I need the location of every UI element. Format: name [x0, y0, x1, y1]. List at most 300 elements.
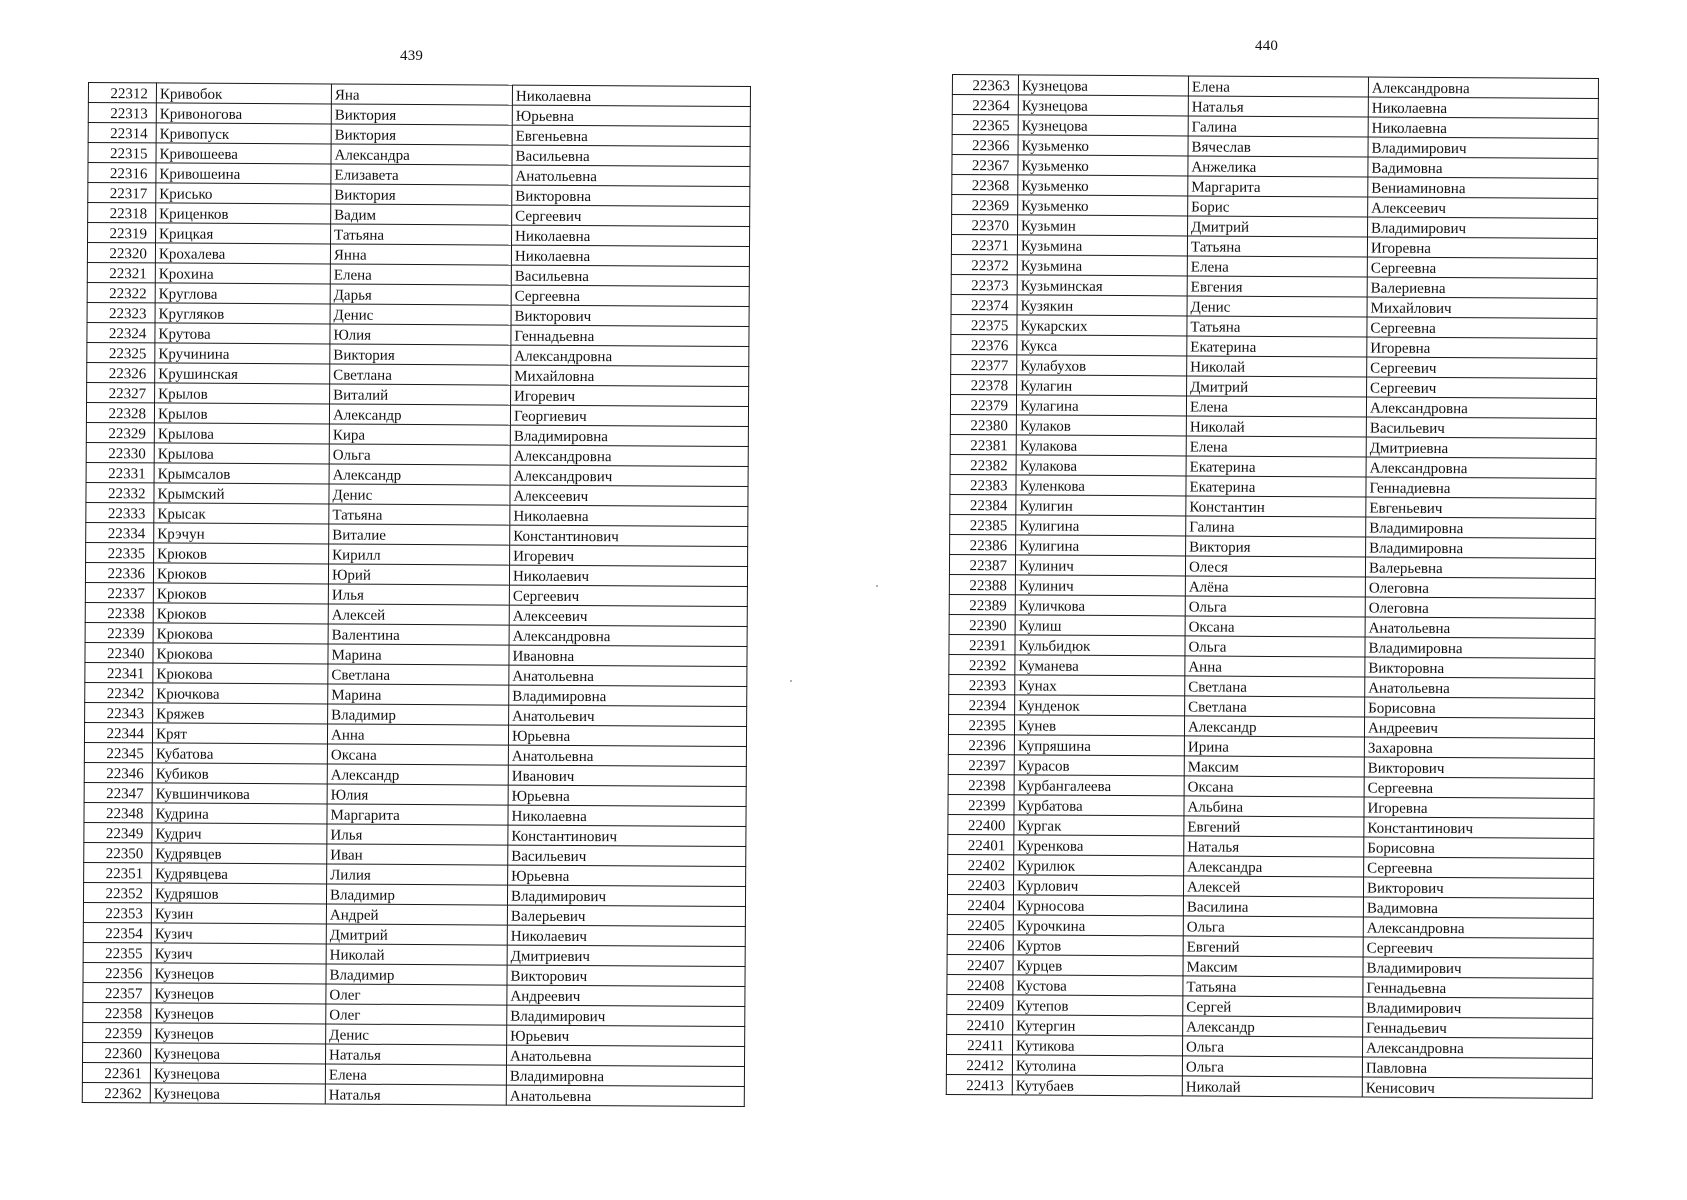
- record-number-cell: 22344: [84, 722, 152, 742]
- patronymic-cell: Борисовна: [1364, 837, 1594, 858]
- given-name-cell: Оксана: [1184, 776, 1364, 797]
- surname-cell: Кудрявцева: [152, 863, 327, 884]
- given-name-cell: Маргарита: [1188, 176, 1368, 197]
- patronymic-cell: Валерьевна: [1365, 557, 1595, 578]
- patronymic-cell: Анатольевна: [507, 1045, 745, 1066]
- surname-cell: Кузнецова: [1018, 75, 1188, 96]
- given-name-cell: Иван: [327, 844, 508, 865]
- scan-speck: [790, 680, 792, 682]
- surname-cell: Кузьменко: [1018, 135, 1188, 156]
- surname-cell: Кустова: [1013, 975, 1183, 996]
- surname-cell: Криценков: [156, 203, 331, 224]
- record-number-cell: 22334: [86, 522, 154, 542]
- record-number-cell: 22352: [83, 882, 151, 902]
- patronymic-cell: Викторович: [507, 965, 745, 986]
- surname-cell: Крюков: [153, 583, 328, 604]
- record-number-cell: 22406: [947, 934, 1013, 954]
- patronymic-cell: Сергеевич: [1367, 357, 1597, 378]
- surname-cell: Крюков: [153, 603, 328, 624]
- given-name-cell: Наталья: [1184, 836, 1364, 857]
- surname-cell: Крючкова: [153, 683, 328, 704]
- patronymic-cell: Сергеевич: [1363, 937, 1593, 958]
- table-row: [946, 1074, 1592, 1098]
- surname-cell: Круглова: [155, 283, 330, 304]
- patronymic-cell: Николаевич: [509, 565, 747, 586]
- given-name-cell: Илья: [328, 584, 509, 605]
- given-name-cell: Максим: [1184, 756, 1364, 777]
- patronymic-cell: Владимировна: [1366, 537, 1596, 558]
- record-number-cell: 22360: [83, 1042, 151, 1062]
- given-name-cell: Екатерина: [1186, 476, 1366, 497]
- patronymic-cell: Кенисович: [1362, 1077, 1592, 1098]
- given-name-cell: Галина: [1186, 516, 1366, 537]
- patronymic-cell: Алексеевич: [1368, 197, 1598, 218]
- given-name-cell: Виталие: [329, 524, 510, 545]
- given-name-cell: Екатерина: [1186, 456, 1366, 477]
- scan-speck: [876, 585, 878, 587]
- patronymic-cell: Владимирович: [507, 1005, 745, 1026]
- record-number-cell: 22347: [84, 782, 152, 802]
- surname-cell: Крохалева: [155, 243, 330, 264]
- patronymic-cell: Евгеньевич: [1366, 497, 1596, 518]
- given-name-cell: Елена: [1186, 396, 1366, 417]
- given-name-cell: Наталья: [325, 1084, 506, 1105]
- patronymic-cell: Сергеевна: [1367, 257, 1597, 278]
- record-number-cell: 22398: [948, 774, 1014, 794]
- surname-cell: Кузнецов: [151, 1003, 326, 1024]
- surname-cell: Курочкина: [1013, 915, 1183, 936]
- surname-cell: Кулигин: [1016, 495, 1186, 516]
- record-number-cell: 22336: [85, 562, 153, 582]
- given-name-cell: Олег: [326, 1004, 507, 1025]
- record-number-cell: 22361: [82, 1062, 150, 1082]
- record-number-cell: 22395: [948, 714, 1014, 734]
- patronymic-cell: Васильевич: [1366, 417, 1596, 438]
- given-name-cell: Виктория: [331, 104, 512, 125]
- surname-cell: Кузич: [151, 923, 326, 944]
- surname-cell: Куленкова: [1016, 475, 1186, 496]
- given-name-cell: Александр: [1184, 716, 1364, 737]
- record-number-cell: 22403: [947, 874, 1013, 894]
- given-name-cell: Галина: [1188, 116, 1368, 137]
- surname-cell: Крысак: [154, 503, 329, 524]
- record-number-cell: 22389: [949, 594, 1015, 614]
- patronymic-cell: Андреевич: [1364, 717, 1594, 738]
- surname-cell: Крылов: [155, 383, 330, 404]
- record-number-cell: 22375: [951, 314, 1017, 334]
- record-number-cell: 22387: [949, 554, 1015, 574]
- given-name-cell: Денис: [326, 1024, 507, 1045]
- record-number-cell: 22413: [946, 1074, 1012, 1094]
- record-number-cell: 22313: [88, 103, 156, 123]
- given-name-cell: Дмитрий: [1188, 216, 1368, 237]
- given-name-cell: Светлана: [1185, 696, 1365, 717]
- surname-cell: Кузнецов: [151, 983, 326, 1004]
- surname-cell: Кулагин: [1017, 375, 1187, 396]
- patronymic-cell: Викторович: [1364, 757, 1594, 778]
- patronymic-cell: Михайлович: [1367, 297, 1597, 318]
- given-name-cell: Лилия: [327, 864, 508, 885]
- record-number-cell: 22386: [950, 534, 1016, 554]
- given-name-cell: Алексей: [1183, 876, 1363, 897]
- patronymic-cell: Владимирович: [1368, 217, 1598, 238]
- patronymic-cell: Викторович: [1363, 877, 1593, 898]
- patronymic-cell: Юрьевна: [512, 105, 750, 126]
- patronymic-cell: Олеговна: [1365, 597, 1595, 618]
- patronymic-cell: Сергеевна: [511, 285, 749, 306]
- given-name-cell: Олеся: [1185, 556, 1365, 577]
- patronymic-cell: Владимировна: [506, 1065, 744, 1086]
- given-name-cell: Николай: [1187, 356, 1367, 377]
- patronymic-cell: Александрович: [510, 465, 748, 486]
- given-name-cell: Алёна: [1185, 576, 1365, 597]
- given-name-cell: Василина: [1183, 896, 1363, 917]
- given-name-cell: Сергей: [1183, 996, 1363, 1017]
- patronymic-cell: Николаевна: [1368, 97, 1598, 118]
- patronymic-cell: Константинович: [508, 825, 746, 846]
- given-name-cell: Елена: [1188, 76, 1368, 97]
- patronymic-cell: Николаевна: [1368, 117, 1598, 138]
- patronymic-cell: Викторовна: [512, 185, 750, 206]
- given-name-cell: Олег: [326, 984, 507, 1005]
- page-number-left: 439: [400, 48, 424, 64]
- given-name-cell: Маргарита: [327, 804, 508, 825]
- surname-cell: Кузнецов: [151, 963, 326, 984]
- given-name-cell: Ольга: [1185, 636, 1365, 657]
- given-name-cell: Виктория: [331, 184, 512, 205]
- surname-cell: Кулаков: [1016, 415, 1186, 436]
- record-number-cell: 22349: [84, 822, 152, 842]
- given-name-cell: Ольга: [1185, 596, 1365, 617]
- surname-cell: Кургак: [1014, 815, 1184, 836]
- record-number-cell: 22411: [947, 1034, 1013, 1054]
- given-name-cell: Максим: [1183, 956, 1363, 977]
- record-number-cell: 22374: [951, 294, 1017, 314]
- patronymic-cell: Алексеевич: [509, 605, 747, 626]
- surname-cell: Купряшина: [1014, 735, 1184, 756]
- given-name-cell: Марина: [328, 684, 509, 705]
- record-number-cell: 22353: [83, 902, 151, 922]
- record-number-cell: 22314: [88, 123, 156, 143]
- record-number-cell: 22348: [84, 802, 152, 822]
- record-number-cell: 22368: [952, 175, 1018, 195]
- surname-cell: Кульбидюк: [1015, 635, 1185, 656]
- surname-cell: Крисько: [156, 183, 331, 204]
- patronymic-cell: Владимировна: [1366, 517, 1596, 538]
- surname-cell: Кулиш: [1015, 615, 1185, 636]
- surname-cell: Кулинич: [1015, 555, 1185, 576]
- given-name-cell: Денис: [1187, 296, 1367, 317]
- given-name-cell: Янна: [330, 244, 511, 265]
- surname-cell: Крюкова: [153, 663, 328, 684]
- patronymic-cell: Александровна: [1368, 77, 1598, 98]
- record-number-cell: 22321: [87, 262, 155, 282]
- surname-cell: Куренкова: [1014, 835, 1184, 856]
- record-number-cell: 22400: [948, 814, 1014, 834]
- given-name-cell: Александр: [1183, 1016, 1363, 1037]
- patronymic-cell: Олеговна: [1365, 577, 1595, 598]
- surname-cell: Кряжев: [153, 703, 328, 724]
- given-name-cell: Наталья: [1188, 96, 1368, 117]
- record-number-cell: 22369: [952, 195, 1018, 215]
- given-name-cell: Елена: [1187, 256, 1367, 277]
- surname-cell: Кутолина: [1012, 1055, 1182, 1076]
- given-name-cell: Марина: [328, 644, 509, 665]
- record-number-cell: 22354: [83, 922, 151, 942]
- record-number-cell: 22373: [951, 274, 1017, 294]
- given-name-cell: Вячеслав: [1188, 136, 1368, 157]
- patronymic-cell: Валериевна: [1367, 277, 1597, 298]
- patronymic-cell: Вадимовна: [1363, 897, 1593, 918]
- given-name-cell: Анна: [327, 724, 508, 745]
- surname-cell: Кудрявцев: [152, 843, 327, 864]
- surname-cell: Кукарских: [1017, 315, 1187, 336]
- given-name-cell: Владимир: [326, 884, 507, 905]
- record-number-cell: 22358: [83, 1002, 151, 1022]
- given-name-cell: Альбина: [1184, 796, 1364, 817]
- given-name-cell: Яна: [331, 84, 512, 105]
- patronymic-cell: Захаровна: [1364, 737, 1594, 758]
- record-number-cell: 22380: [950, 414, 1016, 434]
- record-number-cell: 22378: [951, 374, 1017, 394]
- record-number-cell: 22357: [83, 982, 151, 1002]
- record-number-cell: 22339: [85, 622, 153, 642]
- given-name-cell: Евгений: [1183, 936, 1363, 957]
- given-name-cell: Кирилл: [329, 544, 510, 565]
- patronymic-cell: Игоревич: [511, 385, 749, 406]
- record-number-cell: 22345: [84, 742, 152, 762]
- record-number-cell: 22409: [947, 994, 1013, 1014]
- record-number-cell: 22388: [949, 574, 1015, 594]
- given-name-cell: Дмитрий: [326, 924, 507, 945]
- surname-cell: Крылов: [154, 403, 329, 424]
- surname-cell: Кудряшов: [151, 883, 326, 904]
- surname-cell: Кузякин: [1017, 295, 1187, 316]
- record-number-cell: 22383: [950, 474, 1016, 494]
- given-name-cell: Юлия: [330, 324, 511, 345]
- surname-cell: Крымсалов: [154, 463, 329, 484]
- surname-cell: Кузьменко: [1018, 195, 1188, 216]
- given-name-cell: Светлана: [328, 664, 509, 685]
- surname-cell: Кузьмина: [1017, 255, 1187, 276]
- given-name-cell: Николай: [1182, 1076, 1362, 1097]
- given-name-cell: Алексей: [328, 604, 509, 625]
- record-number-cell: 22405: [947, 914, 1013, 934]
- given-name-cell: Татьяна: [1187, 316, 1367, 337]
- record-number-cell: 22404: [947, 894, 1013, 914]
- patronymic-cell: Васильевна: [511, 265, 749, 286]
- record-number-cell: 22323: [87, 302, 155, 322]
- patronymic-cell: Сергеевна: [1364, 777, 1594, 798]
- surname-cell: Кулагина: [1016, 395, 1186, 416]
- patronymic-cell: Валерьевич: [507, 905, 745, 926]
- given-name-cell: Татьяна: [1183, 976, 1363, 997]
- record-number-cell: 22330: [86, 442, 154, 462]
- surname-cell: Кутепов: [1013, 995, 1183, 1016]
- record-number-cell: 22362: [82, 1082, 150, 1102]
- record-number-cell: 22363: [952, 75, 1018, 95]
- surname-cell: Кулигина: [1016, 535, 1186, 556]
- given-name-cell: Елена: [325, 1064, 506, 1085]
- surname-cell: Кузнецов: [151, 1023, 326, 1044]
- surname-cell: Кривошеина: [156, 163, 331, 184]
- patronymic-cell: Владимирович: [1363, 997, 1593, 1018]
- surname-cell: Крят: [152, 723, 327, 744]
- surname-cell: Крылова: [154, 443, 329, 464]
- surname-cell: Крэчун: [154, 523, 329, 544]
- record-number-cell: 22328: [86, 402, 154, 422]
- record-number-cell: 22315: [88, 143, 156, 163]
- patronymic-cell: Александровна: [511, 345, 749, 366]
- surname-cell: Кулабухов: [1017, 355, 1187, 376]
- patronymic-cell: Вадимовна: [1368, 157, 1598, 178]
- patronymic-cell: Николаевна: [511, 245, 749, 266]
- record-number-cell: 22366: [952, 135, 1018, 155]
- record-number-cell: 22376: [951, 334, 1017, 354]
- given-name-cell: Владимир: [328, 704, 509, 725]
- surname-cell: Курбатова: [1014, 795, 1184, 816]
- record-number-cell: 22356: [83, 962, 151, 982]
- patronymic-cell: Владимировна: [510, 425, 748, 446]
- record-number-cell: 22393: [949, 674, 1015, 694]
- patronymic-cell: Владимировна: [1365, 637, 1595, 658]
- surname-cell: Крицкая: [156, 223, 331, 244]
- record-number-cell: 22351: [84, 862, 152, 882]
- name-table-left: [82, 82, 751, 1107]
- record-number-cell: 22359: [83, 1022, 151, 1042]
- given-name-cell: Виктория: [1186, 536, 1366, 557]
- patronymic-cell: Андреевич: [507, 985, 745, 1006]
- record-number-cell: 22382: [950, 454, 1016, 474]
- surname-cell: Кунденок: [1015, 695, 1185, 716]
- given-name-cell: Юрий: [328, 564, 509, 585]
- patronymic-cell: Александровна: [509, 625, 747, 646]
- patronymic-cell: Юрьевна: [508, 865, 746, 886]
- record-number-cell: 22337: [85, 582, 153, 602]
- patronymic-cell: Александровна: [510, 445, 748, 466]
- patronymic-cell: Вениаминовна: [1368, 177, 1598, 198]
- surname-cell: Кунев: [1014, 715, 1184, 736]
- record-number-cell: 22322: [87, 282, 155, 302]
- surname-cell: Кузнецова: [150, 1083, 325, 1104]
- given-name-cell: Наталья: [326, 1044, 507, 1065]
- given-name-cell: Анжелика: [1188, 156, 1368, 177]
- record-number-cell: 22384: [950, 494, 1016, 514]
- patronymic-cell: Юрьевна: [508, 785, 746, 806]
- surname-cell: Кулинич: [1015, 575, 1185, 596]
- surname-cell: Кузьмина: [1017, 235, 1187, 256]
- given-name-cell: Татьяна: [329, 504, 510, 525]
- patronymic-cell: Игоревна: [1367, 237, 1597, 258]
- patronymic-cell: Анатольевна: [1365, 677, 1595, 698]
- given-name-cell: Денис: [330, 304, 511, 325]
- record-number-cell: 22412: [946, 1054, 1012, 1074]
- surname-cell: Курносова: [1013, 895, 1183, 916]
- given-name-cell: Кира: [329, 424, 510, 445]
- given-name-cell: Светлана: [330, 364, 511, 385]
- patronymic-cell: Викторовна: [1365, 657, 1595, 678]
- surname-cell: Кузьминская: [1017, 275, 1187, 296]
- given-name-cell: Борис: [1188, 196, 1368, 217]
- given-name-cell: Николай: [1186, 416, 1366, 437]
- surname-cell: Кузнецова: [1018, 95, 1188, 116]
- record-number-cell: 22402: [948, 854, 1014, 874]
- record-number-cell: 22410: [947, 1014, 1013, 1034]
- patronymic-cell: Сергеевич: [512, 205, 750, 226]
- given-name-cell: Татьяна: [331, 224, 512, 245]
- surname-cell: Крымский: [154, 483, 329, 504]
- patronymic-cell: Владимирович: [507, 885, 745, 906]
- record-number-cell: 22316: [88, 163, 156, 183]
- patronymic-cell: Александровна: [1363, 1037, 1593, 1058]
- surname-cell: Кулакова: [1016, 435, 1186, 456]
- patronymic-cell: Геннадьевна: [511, 325, 749, 346]
- patronymic-cell: Владимирович: [1363, 957, 1593, 978]
- surname-cell: Крюков: [153, 563, 328, 584]
- surname-cell: Курлович: [1013, 875, 1183, 896]
- given-name-cell: Светлана: [1185, 676, 1365, 697]
- given-name-cell: Елизавета: [331, 164, 512, 185]
- patronymic-cell: Геннадиевна: [1366, 477, 1596, 498]
- name-table-right: [946, 74, 1599, 1099]
- surname-cell: Кутикова: [1013, 1035, 1183, 1056]
- given-name-cell: Константин: [1186, 496, 1366, 517]
- given-name-cell: Евгений: [1184, 816, 1364, 837]
- surname-cell: Кубатова: [152, 743, 327, 764]
- patronymic-cell: Васильевна: [512, 145, 750, 166]
- given-name-cell: Вадим: [331, 204, 512, 225]
- surname-cell: Кузьменко: [1018, 155, 1188, 176]
- patronymic-cell: Павловна: [1362, 1057, 1592, 1078]
- given-name-cell: Евгения: [1187, 276, 1367, 297]
- surname-cell: Крюков: [154, 543, 329, 564]
- record-number-cell: 22320: [87, 243, 155, 263]
- patronymic-cell: Сергеевич: [509, 585, 747, 606]
- page-number-right: 440: [1255, 38, 1279, 54]
- given-name-cell: Оксана: [327, 744, 508, 765]
- surname-cell: Курасов: [1014, 755, 1184, 776]
- patronymic-cell: Анатольевна: [506, 1085, 744, 1106]
- surname-cell: Кутергин: [1013, 1015, 1183, 1036]
- given-name-cell: Дмитрий: [1187, 376, 1367, 397]
- record-number-cell: 22364: [952, 95, 1018, 115]
- given-name-cell: Ольга: [329, 444, 510, 465]
- given-name-cell: Оксана: [1185, 616, 1365, 637]
- record-number-cell: 22350: [84, 842, 152, 862]
- given-name-cell: Ирина: [1184, 736, 1364, 757]
- patronymic-cell: Викторович: [511, 305, 749, 326]
- surname-cell: Крохина: [155, 263, 330, 284]
- surname-cell: Кудрич: [152, 823, 327, 844]
- patronymic-cell: Анатольевна: [1365, 617, 1595, 638]
- patronymic-cell: Николаевна: [512, 85, 750, 106]
- record-number-cell: 22326: [87, 362, 155, 382]
- patronymic-cell: Дмитриевич: [507, 945, 745, 966]
- record-number-cell: 22391: [949, 634, 1015, 654]
- patronymic-cell: Иванович: [508, 765, 746, 786]
- surname-cell: Кузин: [151, 903, 326, 924]
- surname-cell: Кубиков: [152, 763, 327, 784]
- patronymic-cell: Алексеевич: [510, 485, 748, 506]
- patronymic-cell: Юрьевна: [508, 725, 746, 746]
- patronymic-cell: Борисовна: [1365, 697, 1595, 718]
- record-number-cell: 22338: [85, 602, 153, 622]
- patronymic-cell: Игоревич: [510, 545, 748, 566]
- given-name-cell: Илья: [327, 824, 508, 845]
- surname-cell: Куманева: [1015, 655, 1185, 676]
- given-name-cell: Ольга: [1182, 1056, 1362, 1077]
- given-name-cell: Александр: [329, 464, 510, 485]
